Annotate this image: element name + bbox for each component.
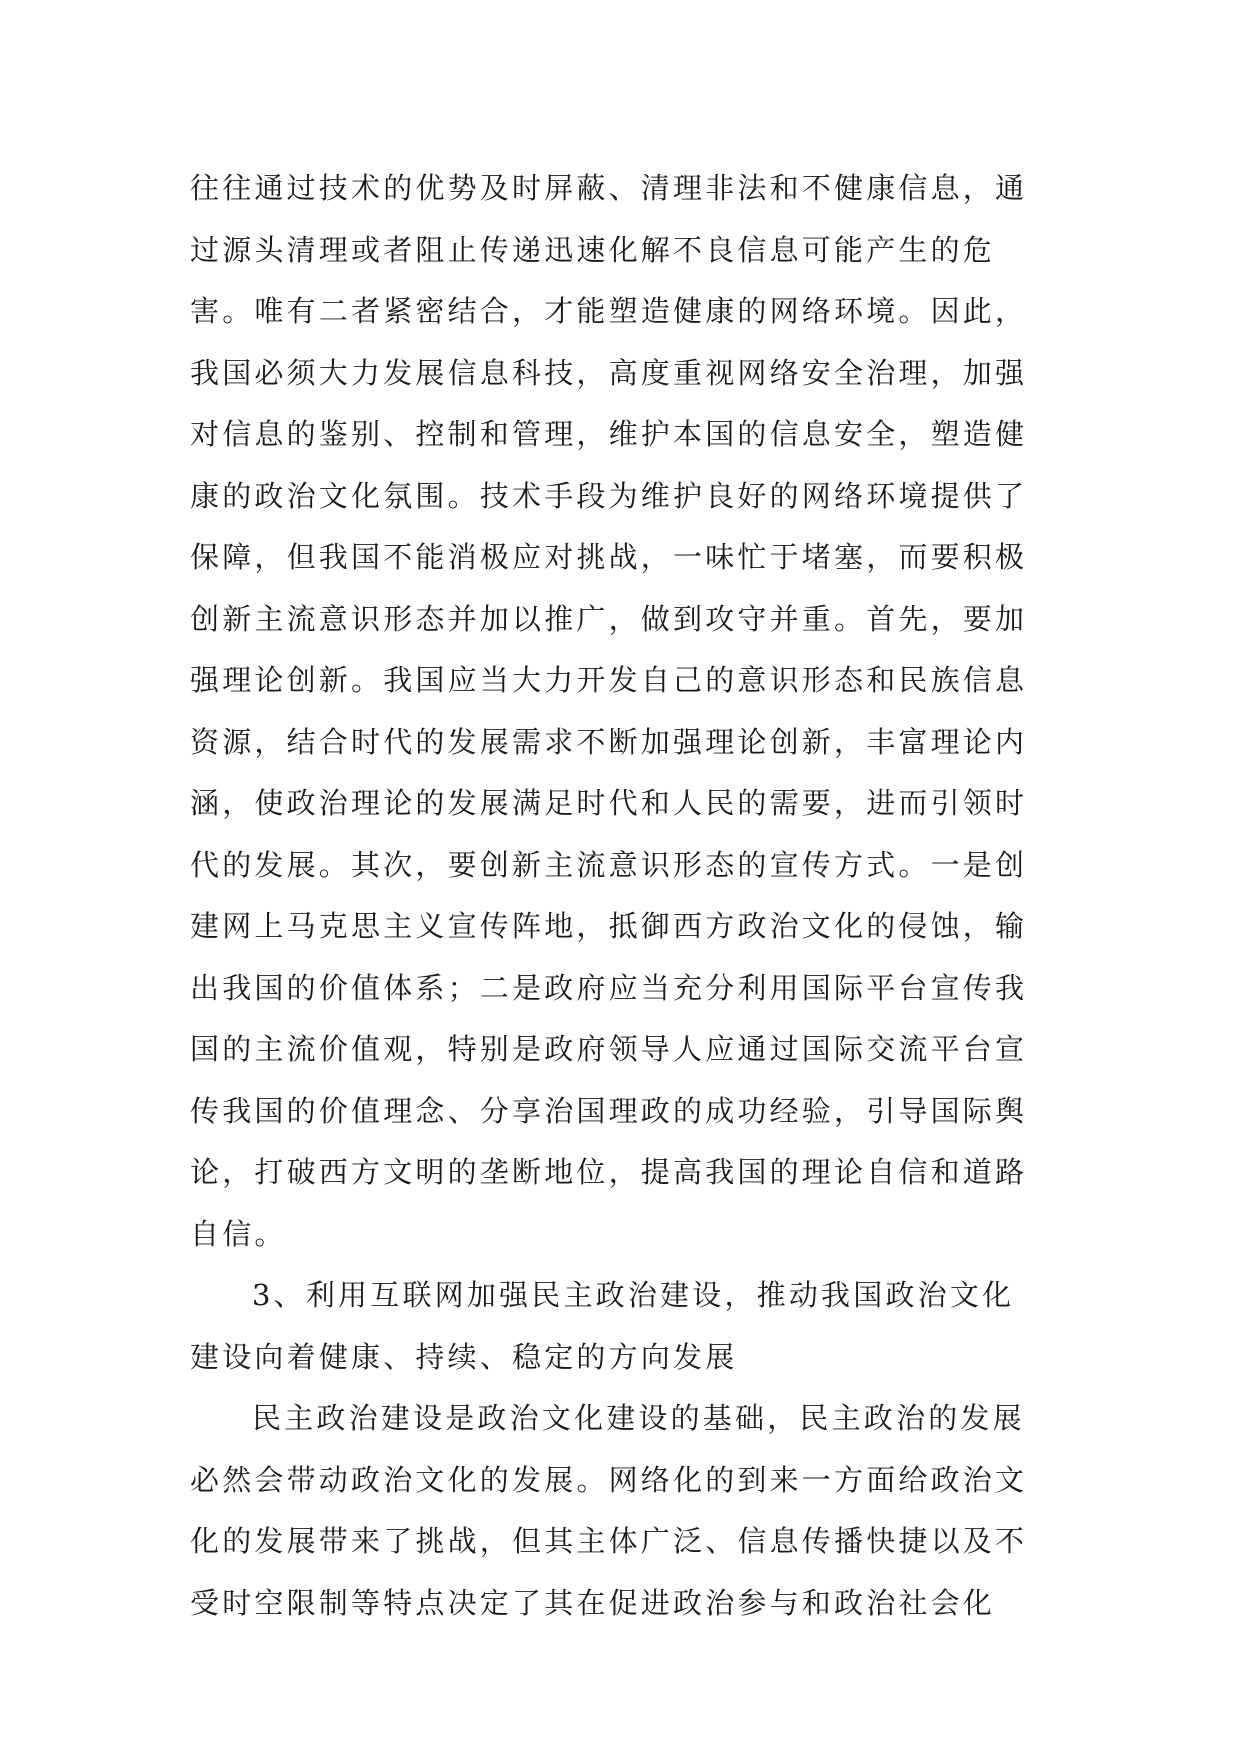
text-line: 过源头清理或者阻止传递迅速化解不良信息可能产生的危 (190, 232, 996, 267)
text-line: 强理论创新。我国应当大力开发自己的意识形态和民族信息 (190, 663, 1028, 697)
text-line: 创新主流意识形态并加以推广，做到攻守并重。首先，要加 (190, 601, 1028, 636)
body-text (190, 158, 1060, 1634)
text-line: 往往通过技术的优势及时屏蔽、清理非法和不健康信息，通 (190, 171, 1028, 205)
text-line: 害。唯有二者紧密结合，才能塑造健康的网络环境。因此， (190, 294, 1028, 328)
text-line: 化的发展带来了挑战，但其主体广泛、信息传播快捷以及不 (190, 1524, 1028, 1558)
text-line: 建网上马克思主义宣传阵地，抵御西方政治文化的侵蚀，输 (190, 909, 1028, 943)
text-line: 国的主流价值观，特别是政府领导人应通过国际交流平台宣 (190, 1032, 1028, 1066)
text-line: 建设向着健康、持续、稳定的方向发展 (190, 1339, 738, 1374)
text-line: 3、利用互联网加强民主政治建设，推动我国政治文化 (252, 1278, 1015, 1312)
text-line: 对信息的鉴别、控制和管理，维护本国的信息安全，塑造健 (190, 417, 1028, 451)
text-line: 康的政治文化氛围。技术手段为维护良好的网络环境提供了 (190, 478, 1028, 513)
text-line: 受时空限制等特点决定了其在促进政治参与和政治社会化 (190, 1585, 996, 1620)
text-line: 民主政治建设是政治文化建设的基础，民主政治的发展 (252, 1401, 1025, 1435)
text-line: 资源，结合时代的发展需求不断加强理论创新，丰富理论内 (190, 724, 1028, 759)
text-line: 涵，使政治理论的发展满足时代和人民的需要，进而引领时 (190, 786, 1028, 820)
text-line: 我国必须大力发展信息科技，高度重视网络安全治理，加强 (190, 355, 1028, 390)
text-line: 保障，但我国不能消极应对挑战，一味忙于堵塞，而要积极 (190, 540, 1028, 574)
text-line: 自信。 (190, 1216, 287, 1251)
text-line: 传我国的价值理念、分享治国理政的成功经验，引导国际舆 (190, 1093, 1028, 1128)
text-line: 论，打破西方文明的垄断地位，提高我国的理论自信和道路 (190, 1155, 1028, 1189)
text-line: 代的发展。其次，要创新主流意识形态的宣传方式。一是创 (190, 847, 1028, 882)
text-line: 出我国的价值体系；二是政府应当充分利用国际平台宣传我 (190, 970, 1028, 1005)
text-line: 必然会带动政治文化的发展。网络化的到来一方面给政治文 (190, 1462, 1028, 1497)
